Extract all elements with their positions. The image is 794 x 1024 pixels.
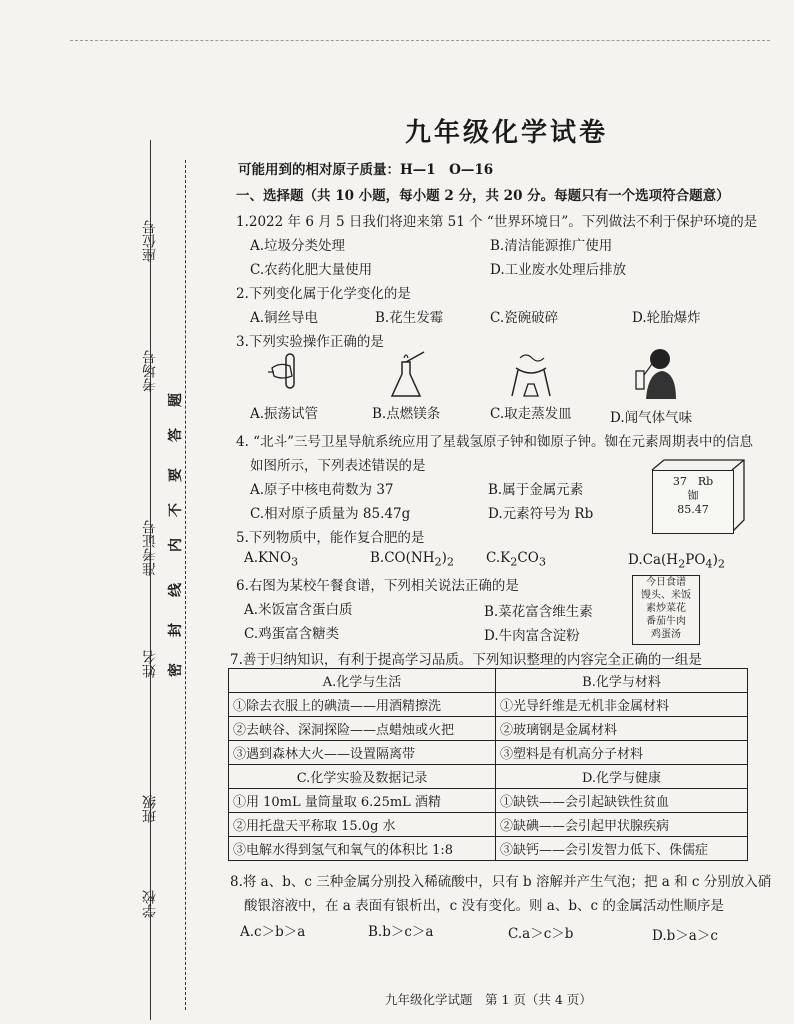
q3-option-d: D.闻气体气味 xyxy=(610,410,693,426)
page-title: 九年级化学试卷 xyxy=(405,118,609,148)
table-header-b: B.化学与材料 xyxy=(496,669,748,693)
table-cell: ②去峡谷、深洞探险——点蜡烛或火把 xyxy=(229,717,496,741)
q8-option-c: C.a＞c＞b xyxy=(508,926,574,942)
table-cell: ③缺钙——会引发智力低下、侏儒症 xyxy=(496,837,748,861)
school-label: 学校 xyxy=(142,890,158,918)
section-heading: 一、选择题（共 10 小题，每小题 2 分，共 20 分。每题只有一个选项符合题意） xyxy=(236,188,730,204)
seat-number-blank xyxy=(150,140,151,210)
q5-option-a: $A.KNO_3$ xyxy=(244,550,299,569)
table-cell: ③电解水得到氢气和氧气的体积比 1:8 xyxy=(229,837,496,861)
page-footer: 九年级化学试题 第 1 页（共 4 页） xyxy=(385,992,592,1007)
question-5-stem: 5.下列物质中，能作复合肥的是 xyxy=(236,530,425,546)
rubidium-element-cell xyxy=(652,470,734,534)
top-dashed-border xyxy=(70,40,770,41)
q4-option-d: D.元素符号为 Rb xyxy=(488,506,594,522)
smelling-gas-picture xyxy=(632,345,678,400)
question-7-stem: 7.善于归纳知识，有利于提高学习品质。下列知识整理的内容完全正确的一组是 xyxy=(230,652,702,668)
seat-number-label: 座位号 xyxy=(142,220,158,262)
q8-option-a: A.c＞b＞a xyxy=(240,924,306,940)
q8-option-b: B.b＞c＞a xyxy=(368,924,434,940)
q8-option-d: D.b＞a＞c xyxy=(652,928,718,944)
q1-option-d: D.工业废水处理后排放 xyxy=(490,262,627,278)
menu-line: 馒头、米饭 xyxy=(641,590,691,601)
question-8-stem: 8.将 a、b、c 三种金属分别投入稀硫酸中，只有 b 溶解并产生气泡；把 a 和 c 分别放入硝 xyxy=(230,874,772,890)
q1-option-a: A.垃圾分类处理 xyxy=(250,238,346,254)
rb-number-symbol: 37 Rb xyxy=(672,475,714,488)
menu-line: 素炒菜花 xyxy=(646,603,686,614)
question-4-stem: 4. “北斗”三号卫星导航系统应用了星载氢原子钟和铷原子钟。铷在元素周期表中的信息 xyxy=(236,434,753,450)
question-6-stem: 6.右图为某校午餐食谱，下列相关说法正确的是 xyxy=(236,578,519,594)
q6-option-a: A.米饭富含蛋白质 xyxy=(244,602,353,618)
q4-option-b: B.属于金属元素 xyxy=(488,482,584,498)
question-4-stem-cont: 如图所示，下列表述错误的是 xyxy=(250,458,426,474)
exam-room-label: 考场号 xyxy=(142,350,158,392)
q5-option-d: $D.Ca(H_2PO_4)_2$ xyxy=(628,552,726,571)
seal-char: 内 xyxy=(168,538,184,552)
burning-magnesium-picture xyxy=(384,350,428,400)
seal-char: 题 xyxy=(168,393,184,407)
seal-char: 封 xyxy=(168,623,184,637)
q2-option-d: D.轮胎爆炸 xyxy=(632,310,701,326)
evaporating-dish-picture xyxy=(506,350,556,400)
name-label: 姓名 xyxy=(142,650,158,678)
q2-option-c: C.瓷碗破碎 xyxy=(490,310,559,326)
binding-line xyxy=(150,140,151,1020)
table-cell: ③塑料是有机高分子材料 xyxy=(496,741,748,765)
knowledge-table xyxy=(228,668,748,861)
q5-option-b: $B.CO(NH_2)_2$ xyxy=(370,550,455,569)
question-1-stem: 1.2022 年 6 月 5 日我们将迎来第 51 个 “世界环境日”。下列做法不利于保护环境的是 xyxy=(236,214,758,230)
question-3-stem: 3.下列实验操作正确的是 xyxy=(236,334,384,350)
atomic-mass-note: 可能用到的相对原子质量：H—1 O—16 xyxy=(238,162,494,178)
q4-option-c: C.相对原子质量为 85.47g xyxy=(250,506,411,522)
table-cell: ②玻璃钢是金属材料 xyxy=(496,717,748,741)
table-cell: ②缺碘——会引起甲状腺疾病 xyxy=(496,813,748,837)
seal-char: 线 xyxy=(168,583,184,597)
menu-line: 番茄牛肉 xyxy=(646,616,686,627)
q3-option-c: C.取走蒸发皿 xyxy=(490,406,572,422)
table-cell: ①光导纤维是无机非金属材料 xyxy=(496,693,748,717)
table-cell: ①除去衣服上的碘渍——用酒精擦洗 xyxy=(229,693,496,717)
q3-option-a: A.振荡试管 xyxy=(250,406,319,422)
table-header-d: D.化学与健康 xyxy=(496,765,748,789)
binding-strip xyxy=(0,80,210,980)
q3-option-b: B.点燃镁条 xyxy=(372,406,441,422)
shaking-test-tube-picture xyxy=(268,350,308,400)
table-header-c: C.化学实验及数据记录 xyxy=(229,765,496,789)
q1-option-b: B.清洁能源推广使用 xyxy=(490,238,613,254)
q6-option-c: C.鸡蛋富含糖类 xyxy=(244,626,340,642)
table-header-a: A.化学与生活 xyxy=(229,669,496,693)
q5-option-c: $C.K_2CO_3$ xyxy=(486,550,546,569)
q6-option-d: D.牛肉富含淀粉 xyxy=(484,628,580,644)
seal-char: 不 xyxy=(168,503,184,517)
q1-option-c: C.农药化肥大量使用 xyxy=(250,262,373,278)
class-label: 班级 xyxy=(142,795,158,823)
seal-char: 要 xyxy=(168,468,184,482)
q6-option-b: B.菜花富含维生素 xyxy=(484,604,593,620)
seal-line xyxy=(185,160,186,1010)
question-8-stem-cont: 酸银溶液中，在 a 表面有银析出，c 没有变化。则 a、b、c 的金属活动性顺序是 xyxy=(244,898,724,914)
table-cell: ①缺铁——会引起缺铁性贫血 xyxy=(496,789,748,813)
table-cell: ①用 10mL 量筒量取 6.25mL 酒精 xyxy=(229,789,496,813)
q2-option-b: B.花生发霉 xyxy=(375,310,444,326)
question-2-stem: 2.下列变化属于化学变化的是 xyxy=(236,286,411,302)
q2-option-a: A.铜丝导电 xyxy=(250,310,319,326)
table-cell: ②用托盘天平称取 15.0g 水 xyxy=(229,813,496,837)
seal-char: 密 xyxy=(168,663,184,677)
table-cell: ③遇到森林大火——设置隔离带 xyxy=(229,741,496,765)
menu-line: 鸡蛋汤 xyxy=(651,629,681,640)
rb-mass: 85.47 xyxy=(677,503,709,516)
menu-line: 今日食谱 xyxy=(646,577,686,588)
admission-number-label: 准考证号 xyxy=(142,520,158,576)
seal-char: 答 xyxy=(168,428,184,442)
lunch-menu-box xyxy=(632,575,700,645)
rb-name: 铷 xyxy=(687,489,699,502)
q4-option-a: A.原子中核电荷数为 37 xyxy=(250,482,394,498)
